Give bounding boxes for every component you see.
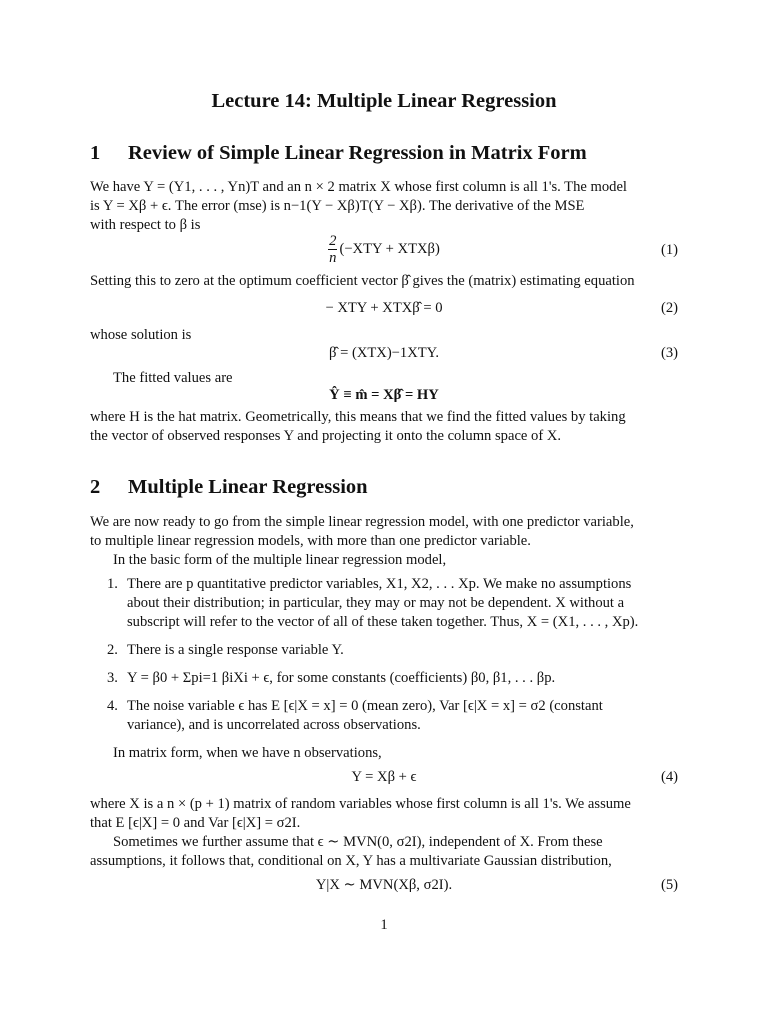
equation-3-body: β̂ = (XTX)−1XTY. [329,345,439,361]
text-line: Setting this to zero at the optimum coefficient vector β̂ gives the (matrix) estimating equation [90,273,635,289]
text-line: Sometimes we further assume that ϵ ∼ MVN(0, σ2I), independent of X. From these [113,834,603,850]
text-line: about their distribution; in particular, they may or may not be dependent. X without a [127,595,625,611]
list-item [107,697,678,735]
text-line: whose solution is [90,327,192,343]
fraction-numerator: 2 [329,233,337,249]
hat-matrix-paragraph [90,408,678,446]
list-item [107,641,678,660]
list-item [107,575,678,632]
text-line: In the basic form of the multiple linear regression model, [113,552,447,568]
section-1-title: Review of Simple Linear Regression in Matrix Form [128,142,587,164]
equation-2-body: − XTY + XTXβ̂ = 0 [325,300,443,316]
text-line: that E [ϵ|X] = 0 and Var [ϵ|X] = σ2I. [90,815,301,831]
text-line: with respect to β is [90,217,201,233]
matrix-form-intro [90,744,678,763]
text-line: where H is the hat matrix. Geometrically, this means that we find the fitted values by taking [90,409,626,425]
equation-3 [90,344,678,368]
list-marker: 4. [107,698,118,714]
list-marker: 3. [107,670,118,686]
text-line: We are now ready to go from the simple linear regression model, with one predictor variable, [90,514,634,530]
equation-fitted [90,386,678,410]
section-2-heading [90,474,368,500]
section-2-number: 2 [90,476,101,498]
equation-5-tag: (5) [660,877,678,893]
equation-1-body: (−XTY + XTXβ) [339,240,440,257]
section-1-paragraph [90,178,678,235]
equation-3-tag: (3) [660,345,678,361]
page-title: Lecture 14: Multiple Linear Regression [211,90,557,112]
text-line: is Y = Xβ + ϵ. The error (mse) is n−1(Y − Xβ)T(Y − Xβ). The derivative of the MSE [90,198,585,214]
text-line: There are p quantitative predictor variables, X1, X2, . . . Xp. We make no assumptions [127,576,632,592]
list-marker: 1. [107,576,118,592]
section-2-closing-paragraph [90,795,678,871]
text-line: There is a single response variable Y. [127,642,344,658]
text-line: The noise variable ϵ has E [ϵ|X = x] = 0 (mean zero), Var [ϵ|X = x] = σ2 (constant [127,698,603,714]
list-marker: 2. [107,642,118,658]
list-item [107,669,678,688]
equation-4-body: Y = Xβ + ϵ [351,769,417,785]
text-line: In matrix form, when we have n observations, [113,745,382,761]
equation-4 [90,768,678,792]
equation-2-tag: (2) [660,300,678,316]
section-1-heading [90,140,587,166]
section-1-number: 1 [90,142,101,164]
equation-5-body: Y|X ∼ MVN(Xβ, σ2I). [315,877,453,893]
page-number: 1 [380,917,388,933]
equation-5 [90,876,678,900]
equation-2 [90,299,678,323]
text-line: assumptions, it follows that, conditional on X, Y has a multivariate Gaussian distribution, [90,853,612,869]
assumptions-list [107,575,678,735]
equation-1 [90,233,678,266]
estimating-equation-text [90,272,678,291]
section-2-intro [90,513,678,570]
text-line: We have Y = (Y1, . . . , Yn)T and an n × 2 matrix X whose first column is all 1's. The model [90,179,627,195]
equation-4-tag: (4) [660,769,678,785]
fraction-denominator: n [329,250,337,266]
text-line: The fitted values are [113,370,233,386]
text-line: the vector of observed responses Y and projecting it onto the column space of X. [90,428,562,444]
text-line: where X is a n × (p + 1) matrix of random variables whose first column is all 1's. We assume [90,796,631,812]
text-line: Y = β0 + Σpi=1 βiXi + ϵ, for some constants (coefficients) β0, β1, . . . βp. [127,670,556,686]
equation-fitted-body: Ŷ ≡ m̂ = Xβ̂ = HY [329,387,439,403]
text-line: variance), and is uncorrelated across observations. [127,717,421,733]
whose-solution-text [90,326,678,345]
text-line: subscript will refer to the vector of all of these taken together. Thus, X = (X1, . . . , Xp). [127,614,639,630]
fraction [328,233,337,266]
equation-1-tag: (1) [660,242,678,258]
text-line: to multiple linear regression models, with more than one predictor variable. [90,533,531,549]
section-2-title: Multiple Linear Regression [128,476,368,498]
